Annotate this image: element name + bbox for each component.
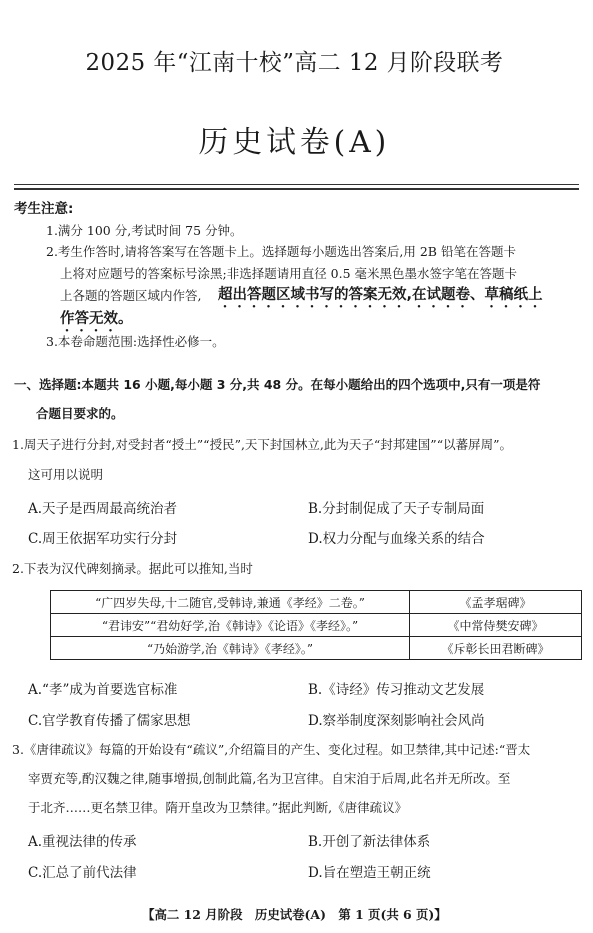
q3-option-b[interactable]: B.开创了新法律体系 bbox=[308, 834, 431, 850]
inscription-source: 《孟孝琚碑》 bbox=[410, 591, 582, 614]
table-row bbox=[51, 591, 582, 614]
q2-option-a[interactable]: A.“孝”成为首要选官标准 bbox=[28, 682, 178, 698]
q1-option-b[interactable]: B.分封制促成了天子专制局面 bbox=[308, 501, 485, 517]
question-3-stem-cont-2: 于北齐……更名禁卫律。隋开皇改为卫禁律。”据此判断,《唐律疏议》 bbox=[28, 800, 408, 815]
notice-heading: 考生注意: bbox=[14, 201, 74, 217]
table-row bbox=[51, 614, 582, 637]
notice-warning-emphasis: 超出答题区域书写的答案无效,在试题卷、草稿纸上 bbox=[218, 287, 543, 303]
page-footer: 【高二 12 月阶段 历史试卷(A) 第 1 页(共 6 页)】 bbox=[142, 907, 447, 922]
inscription-text: “君讳安”“君幼好学,治《韩诗》《论语》《孝经》。” bbox=[51, 614, 410, 637]
exam-title: 2025 年“江南十校”高二 12 月阶段联考 bbox=[85, 50, 504, 76]
q2-option-d[interactable]: D.察举制度深刻影响社会风尚 bbox=[308, 713, 485, 729]
q2-option-c[interactable]: C.官学教育传播了儒家思想 bbox=[28, 713, 191, 729]
question-1-stem: 1.周天子进行分封,对受封者“授土”“授民”,天下封国林立,此为天子“封邦建国”“以蕃屏周”。 bbox=[12, 437, 512, 452]
table-row bbox=[51, 637, 582, 660]
q2-option-b[interactable]: B.《诗经》传习推动文艺发展 bbox=[308, 682, 485, 698]
q3-option-c[interactable]: C.汇总了前代法律 bbox=[28, 865, 137, 881]
notice-item-3: 3.本卷命题范围:选择性必修一。 bbox=[46, 334, 225, 349]
q1-option-a[interactable]: A.天子是西周最高统治者 bbox=[28, 501, 178, 517]
q3-option-a[interactable]: A.重视法律的传承 bbox=[28, 834, 137, 850]
question-1-stem-cont: 这可用以说明 bbox=[28, 467, 104, 482]
notice-item-2: 2.考生作答时,请将答案写在答题卡上。选择题每小题选出答案后,用 2B 铅笔在答题卡 bbox=[46, 244, 516, 259]
paper-title: 历史试卷(A) bbox=[198, 125, 391, 160]
section-heading-cont: 合题目要求的。 bbox=[36, 406, 124, 421]
question-3-stem-cont-1: 宰贾充等,酌汉魏之律,随事增损,创制此篇,名为卫宫律。自宋洎于后周,此名并无所改。至 bbox=[28, 771, 511, 786]
divider-top bbox=[14, 184, 579, 185]
inscription-source: 《斥彰长田君断碑》 bbox=[410, 637, 582, 660]
inscription-source: 《中常侍樊安碑》 bbox=[410, 614, 582, 637]
q1-option-d[interactable]: D.权力分配与血缘关系的结合 bbox=[308, 531, 485, 547]
notice-item-2-cont-1: 上将对应题号的答案标号涂黑;非选择题请用直径 0.5 毫米黑色墨水签字笔在答题卡 bbox=[60, 266, 518, 281]
notice-warning-emphasis-cont: 作答无效。 bbox=[60, 311, 133, 327]
divider-bottom bbox=[14, 188, 579, 190]
question-2-stem: 2.下表为汉代碑刻摘录。据此可以推知,当时 bbox=[12, 561, 253, 576]
q3-option-d[interactable]: D.旨在塑造王朝正统 bbox=[308, 865, 431, 881]
section-heading: 一、选择题:本题共 16 小题,每小题 3 分,共 48 分。在每小题给出的四个选项中,只有一项是符 bbox=[14, 377, 541, 392]
inscription-text: “广四岁失母,十二随官,受韩诗,兼通《孝经》二卷。” bbox=[51, 591, 410, 614]
notice-item-1: 1.满分 100 分,考试时间 75 分钟。 bbox=[46, 223, 243, 238]
notice-item-2-cont-2: 上各题的答题区域内作答, bbox=[60, 288, 202, 303]
q1-option-c[interactable]: C.周王依据军功实行分封 bbox=[28, 531, 178, 547]
question-3-stem: 3.《唐律疏议》每篇的开始设有“疏议”,介绍篇目的产生、变化过程。如卫禁律,其中记述:“晋太 bbox=[12, 742, 531, 757]
inscription-text: “乃始游学,治《韩诗》《孝经》。” bbox=[51, 637, 410, 660]
stele-inscription-table bbox=[50, 590, 582, 660]
